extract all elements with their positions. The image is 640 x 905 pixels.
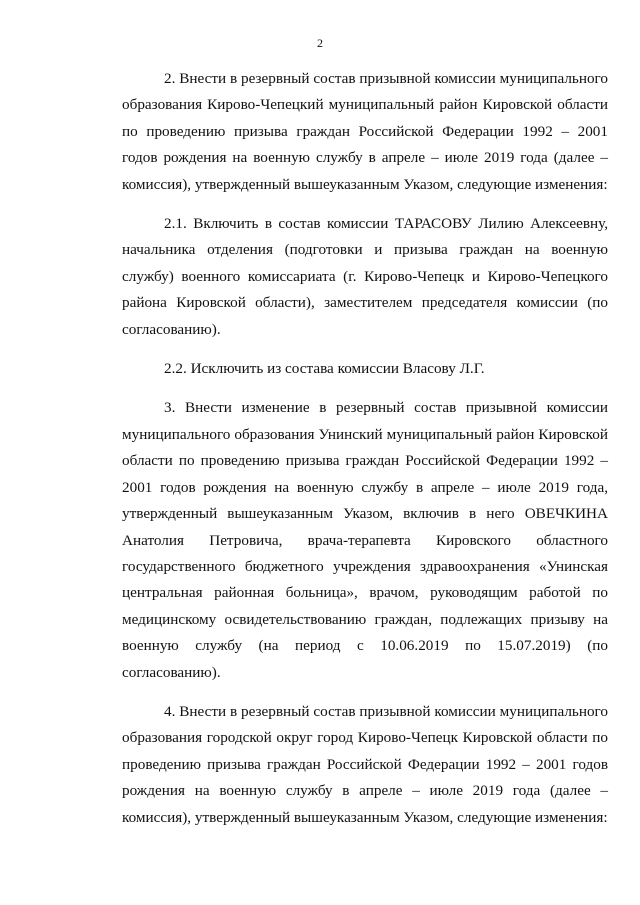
page-number: 2 [317, 36, 323, 50]
paragraph-4: 4. Внести в резервный состав призывной комиссии муниципального образования городской округ город Кирово-Чепецк Кировской области по проведению призыва граждан Российской Федерации 1992 – 2001 годов рождения на военную службу в апреле – июле 2019 года (далее – комиссия), утвержденный вышеуказанным Указом, следующие изменения: [122, 702, 608, 826]
paragraph-2: 2. Внести в резервный состав призывной комиссии муниципального образования Кирово-Чепецкий муниципальный район Кировской области по проведению призыва граждан Российской Федерации 1992 – 2001 годов рождения на военную службу в апреле – июле 2019 года (далее – комиссия), утвержденный вышеуказанным Указом, следующие изменения: [122, 70, 608, 193]
document-body [122, 66, 608, 831]
paragraph-2-1: 2.1. Включить в состав комиссии ТАРАСОВУ Лилию Алексеевну, начальника отделения (подготовки и призыва граждан на военную службу) военного комиссариата (г. Кирово-Чепецк и Кирово-Чепецкого района Кировской области), заместителем председателя комиссии (по согласованию). [122, 215, 608, 338]
paragraph-2-2: 2.2. Исключить из состава комиссии Власову Л.Г. [164, 360, 485, 378]
paragraph-3: 3. Внести изменение в резервный состав призывной комиссии муниципального образования Унинский муниципальный район Кировской области по проведению призыва граждан Российской Федерации 1992 – 2001 годов рождения на военную службу в апреле – июле 2019 года, утвержденный вышеуказанным Указом, включив в него ОВЕЧКИНА Анатолия Петровича, врача-терапевта Кировского областного государственного бюджетного учреждения здравоохранения «Унинская центральная районная больница», врачом, руководящим работой по медицинскому освидетельствованию граждан, подлежащих призыву на военную службу (на период с 10.06.2019 по 15.07.2019) (по согласованию). [122, 399, 608, 681]
